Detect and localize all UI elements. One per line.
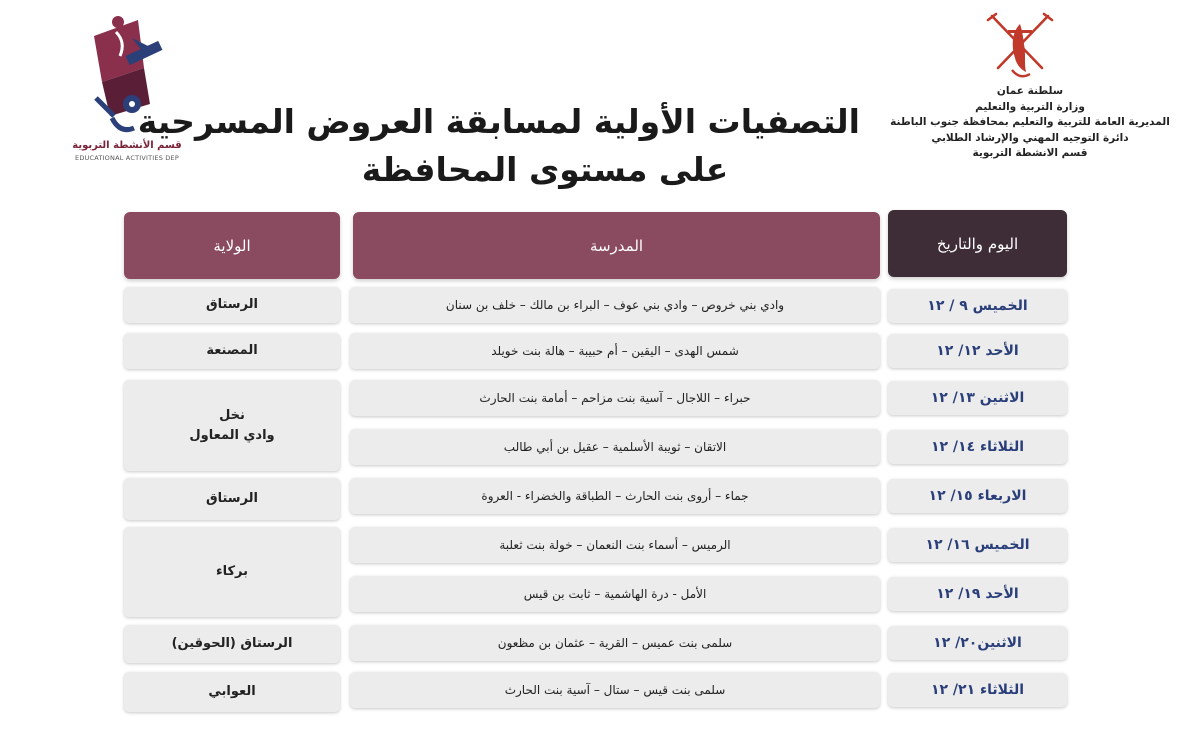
school-cell: الاتقان – ثويبة الأسلمية – عقيل بن أبي طالب — [350, 429, 880, 465]
ministry-line: المديرية العامة للتربية والتعليم بمحافظة جنوب الباطنة — [890, 116, 1170, 128]
wilaya-cell — [124, 527, 340, 617]
column-header-wilaya: الولاية — [124, 212, 340, 279]
wilaya-cell — [124, 287, 340, 323]
date-cell: الأحد ١٢/ ١٢ — [888, 334, 1067, 368]
department-name-en: EDUCATIONAL ACTIVITIES DEP — [75, 154, 179, 162]
department-name-ar: قسم الأنشطة التربوية — [72, 140, 182, 151]
ministry-header — [880, 84, 1180, 162]
wilaya-cell — [124, 380, 340, 471]
date-cell: الثلاثاء ١٤/ ١٢ — [888, 430, 1067, 464]
wilaya-name: نخل — [219, 407, 245, 423]
date-cell: الاثنين٢٠/ ١٢ — [888, 626, 1067, 660]
school-cell: شمس الهدى – اليقين – أم حبيبة – هالة بنت خويلد — [350, 333, 880, 369]
wilaya-cell — [124, 478, 340, 520]
oman-emblem-icon — [982, 10, 1058, 82]
wilaya-name: العوابي — [208, 684, 256, 699]
wilaya-name: المصنعة — [206, 343, 258, 358]
date-cell: الأحد ١٩/ ١٢ — [888, 577, 1067, 611]
wilaya-name: الرستاق — [205, 491, 259, 506]
date-cell: الخميس ٩ / ١٢ — [888, 289, 1067, 323]
wilaya-cell — [124, 672, 340, 712]
school-cell: جماء – أروى بنت الحارث – الطباقة والخضراء - العروة — [350, 478, 880, 514]
page-subtitle: على مستوى المحافظة — [361, 150, 729, 189]
school-cell: سلمى بنت عميس – القرية – عثمان بن مظعون — [350, 625, 880, 661]
wilaya-name: وادي المعاول — [189, 427, 275, 443]
wilaya-name: الرستاق — [205, 297, 259, 312]
school-cell: الأمل - درة الهاشمية – ثابت بن قيس — [350, 576, 880, 612]
date-cell: الثلاثاء ٢١/ ١٢ — [888, 673, 1067, 707]
column-header-date: اليوم والتاريخ — [888, 210, 1067, 277]
school-cell: حبراء – اللاجال – آسية بنت مزاحم – أمامة بنت الحارث — [350, 380, 880, 416]
wilaya-name: الرستاق (الحوقين) — [171, 636, 293, 651]
ministry-line: دائرة التوجيه المهني والإرشاد الطلابي — [931, 131, 1129, 144]
column-header-school: المدرسة — [353, 212, 880, 279]
ministry-line: سلطنة عمان — [996, 85, 1064, 97]
school-cell: الرميس – أسماء بنت النعمان – خولة بنت ثعلبة — [350, 527, 880, 563]
school-cell: وادي بني خروص – وادي بني عوف – البراء بن مالك – خلف بن سنان — [350, 287, 880, 323]
wilaya-cell — [124, 333, 340, 369]
date-cell: الخميس ١٦/ ١٢ — [888, 528, 1067, 562]
wilaya-cell — [124, 625, 340, 663]
wilaya-name: بركاء — [215, 564, 249, 579]
date-cell: الاثنين ١٣/ ١٢ — [888, 381, 1067, 415]
ministry-line: وزارة التربية والتعليم — [975, 100, 1085, 113]
ministry-line: قسم الانشطة التربوية — [972, 147, 1088, 159]
page-title: التصفيات الأولية لمسابقة العروض المسرحية — [137, 102, 860, 141]
school-cell: سلمى بنت قيس – ستال – آسية بنت الحارث — [350, 672, 880, 708]
date-cell: الاربعاء ١٥/ ١٢ — [888, 479, 1067, 513]
